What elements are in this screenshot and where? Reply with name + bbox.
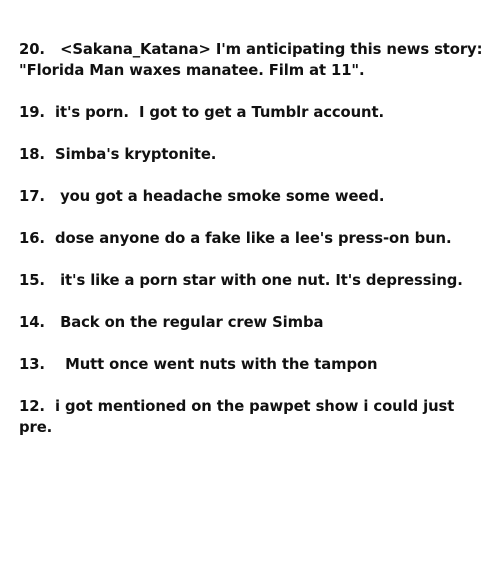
- quote-item-20: 20. <Sakana_Katana> I'm anticipating this news story: "Florida Man waxes manatee. Film at 11".: [19, 41, 488, 79]
- quote-item-12: 12. i got mentioned on the pawpet show i could just pre.: [19, 398, 460, 436]
- quote-item-13: 13. Mutt once went nuts with the tampon: [19, 356, 378, 373]
- quote-item-18: 18. Simba's kryptonite.: [19, 146, 217, 163]
- quote-item-16: 16. dose anyone do a fake like a lee's press-on bun.: [19, 230, 452, 247]
- quote-item-14: 14. Back on the regular crew Simba: [19, 314, 324, 331]
- quote-list: [19, 39, 489, 459]
- quote-item-19: 19. it's porn. I got to get a Tumblr account.: [19, 104, 384, 121]
- quote-item-17: 17. you got a headache smoke some weed.: [19, 188, 385, 205]
- quote-item-15: 15. it's like a porn star with one nut. It's depressing.: [19, 272, 463, 289]
